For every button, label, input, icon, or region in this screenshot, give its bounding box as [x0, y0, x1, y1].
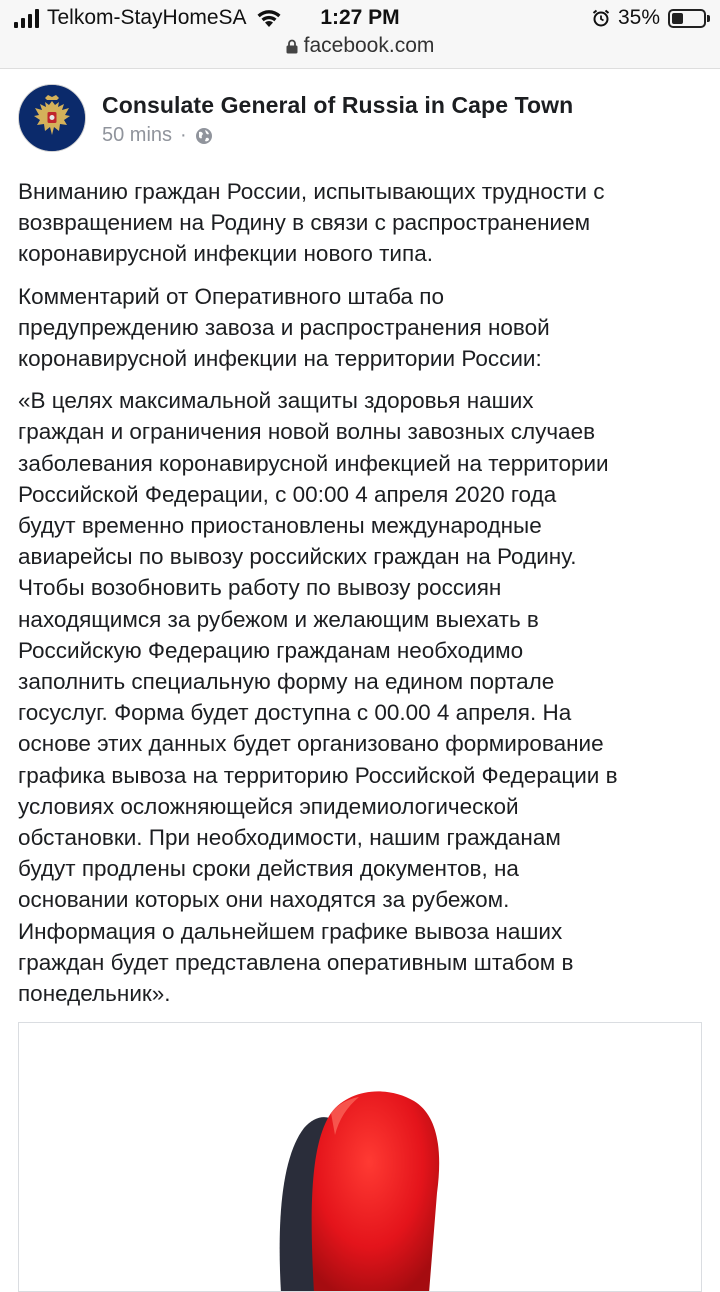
battery-percent: 35% — [617, 6, 660, 29]
address-bar[interactable] — [0, 34, 720, 58]
post-time[interactable]: 50 mins — [102, 124, 173, 146]
battery-icon — [668, 9, 706, 28]
url-text: facebook.com — [303, 34, 435, 57]
attachment-illustration — [19, 1023, 702, 1292]
post-image[interactable] — [18, 1022, 702, 1292]
carrier-name: Telkom-StayHomeSA — [47, 6, 247, 29]
alarm-icon — [592, 9, 610, 27]
globe-icon — [195, 127, 213, 145]
status-bar — [0, 0, 720, 69]
coat-of-arms-icon — [19, 85, 85, 151]
status-right — [592, 6, 706, 30]
post-meta — [102, 124, 213, 147]
page-avatar[interactable] — [18, 84, 86, 152]
post-paragraph-1: Вниманию граждан России, испытывающих трудности с возвращением на Родину в связи с распространением коронавирусной инфекции нового типа. — [18, 179, 605, 267]
status-time: 1:27 PM — [320, 6, 400, 29]
page-name[interactable]: Consulate General of Russia in Cape Town — [102, 92, 574, 118]
post-body — [18, 176, 708, 1020]
post-paragraph-2: Комментарий от Оперативного штаба по предупреждению завоза и распространения новой коронавирусной инфекции на территории России: — [18, 283, 550, 372]
battery-fill — [672, 13, 683, 24]
post-paragraph-3: «В целях максимальной защиты здоровья наших граждан и ограничения новой волны завозных случаев заболевания коронавирусной инфекцией на территории Российской Федерации, с 00:00 4 апреля 2020 года будут временно приостановлены международные авиарейсы по вывозу российских граждан на Родину. Чтобы возобновить работу по вывозу россиян находящимся за рубежом и желающим выехать в Российскую Федерацию гражданам необходимо заполнить специальную форму на едином портале госуслуг. Форма будет доступна с 00.00 4 апреля. На основе этих данных будет организовано формирование графика вывоза на территорию Российской Федерации в условиях осложняющейся эпидемиологической обстановки. При необходимости, нашим гражданам будут продлены сроки действия документов, на основании которых они находятся за рубежом. Информация о дальнейшем графике вывоза наших граждан будет представлена оперативным штабом в понедельник». — [18, 388, 618, 1007]
lock-icon — [286, 39, 298, 54]
meta-separator: · — [180, 124, 187, 146]
